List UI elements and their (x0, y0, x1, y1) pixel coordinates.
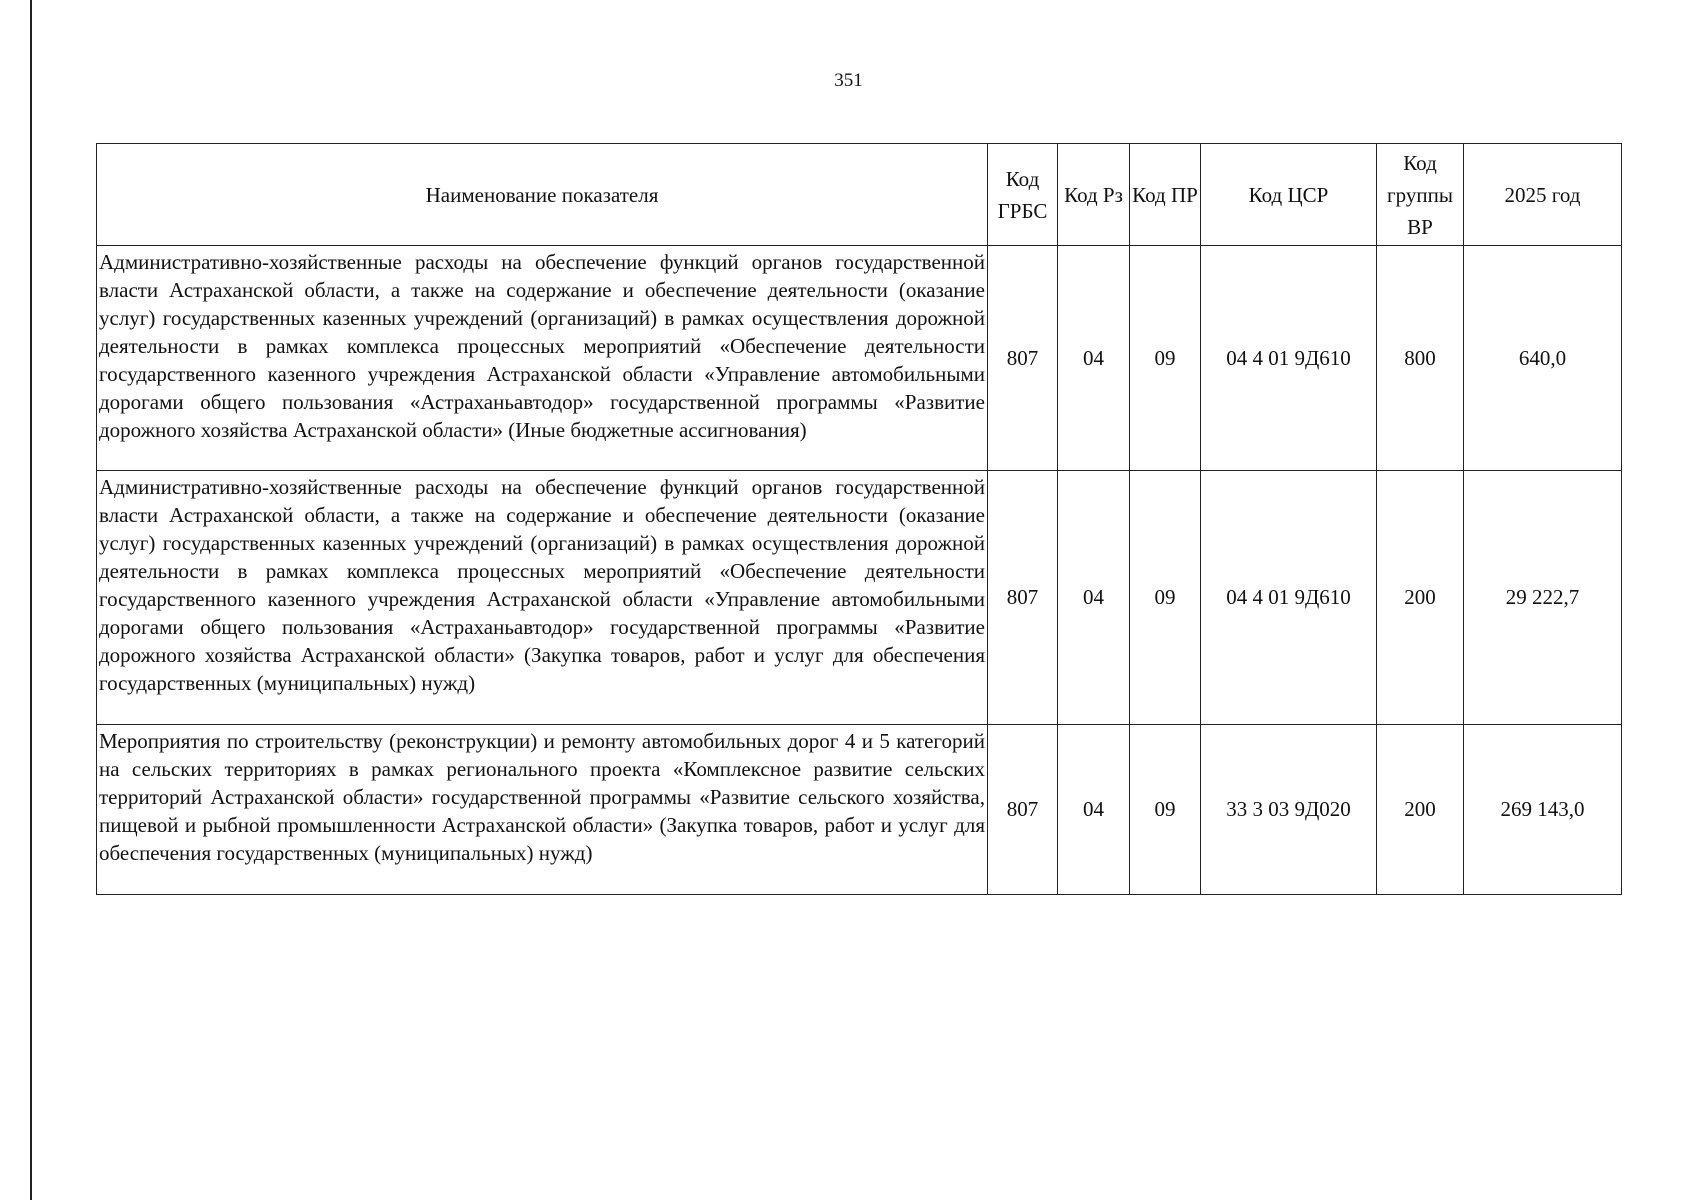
header-row (97, 144, 1622, 246)
row-pr: 09 (1130, 246, 1201, 471)
table-row (97, 471, 1622, 725)
row-amount: 269 143,0 (1464, 725, 1622, 895)
table-body (97, 246, 1622, 895)
row-grbs: 807 (988, 471, 1058, 725)
row-rz: 04 (1058, 471, 1130, 725)
row-csr: 04 4 01 9Д610 (1201, 471, 1377, 725)
header-rz: Код Рз (1058, 144, 1130, 246)
table-row (97, 725, 1622, 895)
row-grbs: 807 (988, 246, 1058, 471)
row-pr: 09 (1130, 471, 1201, 725)
header-csr: Код ЦСР (1201, 144, 1377, 246)
row-vr: 200 (1377, 471, 1464, 725)
row-name: Административно-хозяйственные расходы на обеспечение функций органов государственной власти Астраханской области, а также на содержание и обеспечение деятельности (оказание услуг) государственных казенных учреждений (организаций) в рамках осуществления дорожной деятельности в рамках комплекса процессных мероприятий «Обеспечение деятельности государственного казенного учреждения Астраханской области «Управление автомобильными дорогами общего пользования «Астраханьавтодор» государственной программы «Развитие дорожного хозяйства Астраханской области» (Иные бюджетные ассигнования) (97, 246, 988, 471)
row-amount: 640,0 (1464, 246, 1622, 471)
row-csr: 33 3 03 9Д020 (1201, 725, 1377, 895)
row-amount: 29 222,7 (1464, 471, 1622, 725)
table-header (97, 144, 1622, 246)
header-name: Наименование показателя (97, 144, 988, 246)
row-grbs: 807 (988, 725, 1058, 895)
header-year: 2025 год (1464, 144, 1622, 246)
budget-table (96, 143, 1622, 895)
row-name: Мероприятия по строительству (реконструкции) и ремонту автомобильных дорог 4 и 5 категорий на сельских территориях в рамках регионального проекта «Комплексное развитие сельских территорий Астраханской области» государственной программы «Развитие сельского хозяйства, пищевой и рыбной промышленности Астраханской области» (Закупка товаров, работ и услуг для обеспечения государственных (муниципальных) нужд) (97, 725, 988, 895)
row-rz: 04 (1058, 725, 1130, 895)
header-grbs: Код ГРБС (988, 144, 1058, 246)
page-number: 351 (834, 70, 863, 91)
row-name: Административно-хозяйственные расходы на обеспечение функций органов государственной власти Астраханской области, а также на содержание и обеспечение деятельности (оказание услуг) государственных казенных учреждений (организаций) в рамках осуществления дорожной деятельности в рамках комплекса процессных мероприятий «Обеспечение деятельности государственного казенного учреждения Астраханской области «Управление автомобильными дорогами общего пользования «Астраханьавтодор» государственной программы «Развитие дорожного хозяйства Астраханской области» (Закупка товаров, работ и услуг для обеспечения государственных (муниципальных) нужд) (97, 471, 988, 725)
row-csr: 04 4 01 9Д610 (1201, 246, 1377, 471)
header-vr: Код группы ВР (1377, 144, 1464, 246)
page-binding-line (30, 0, 32, 1200)
row-rz: 04 (1058, 246, 1130, 471)
row-pr: 09 (1130, 725, 1201, 895)
header-pr: Код ПР (1130, 144, 1201, 246)
row-vr: 200 (1377, 725, 1464, 895)
row-vr: 800 (1377, 246, 1464, 471)
table-row (97, 246, 1622, 471)
